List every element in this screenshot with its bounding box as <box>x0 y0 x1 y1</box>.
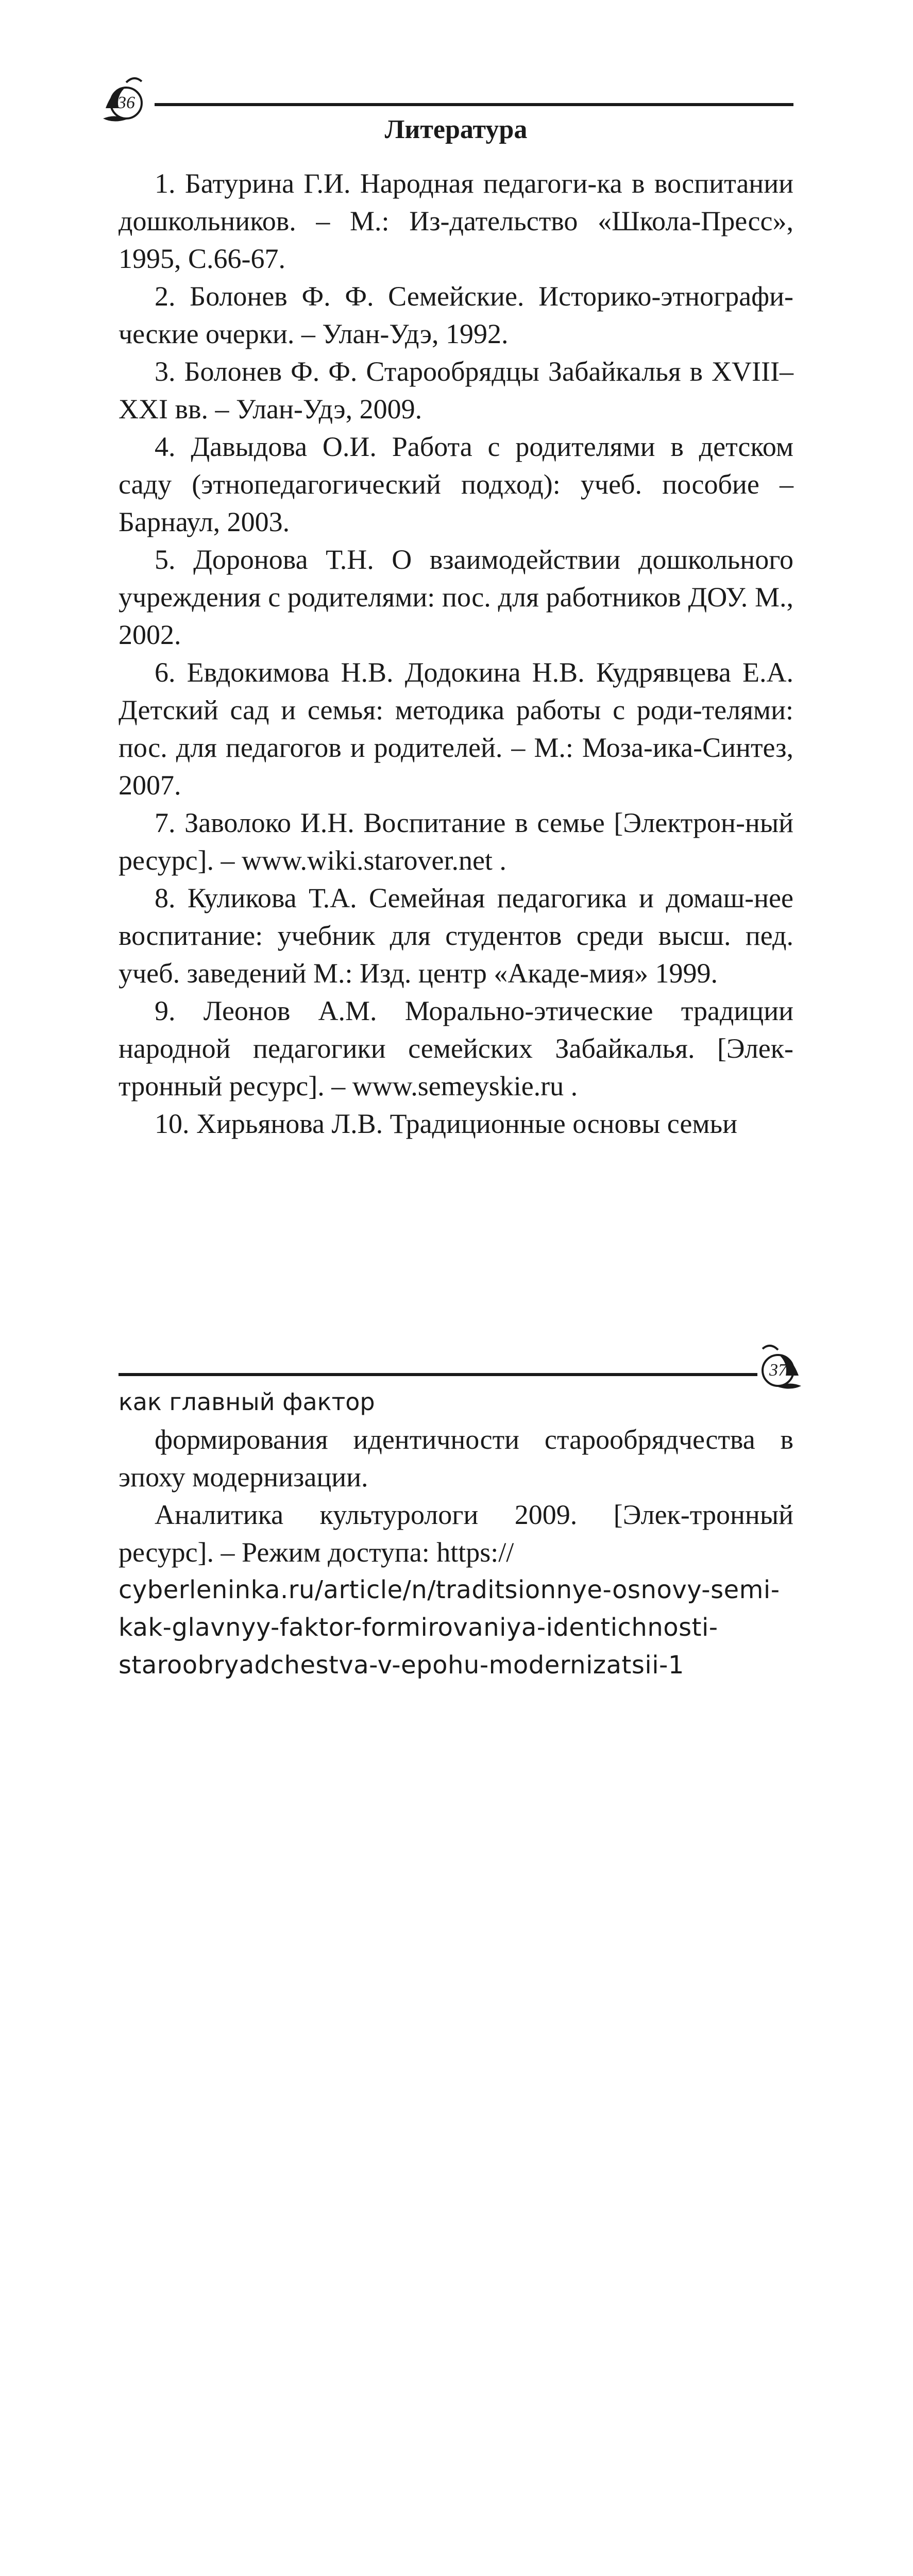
reference-item: 8. Куликова Т.А. Семейная педагогика и домаш-нее воспитание: учебник для студентов среди высш. пед. учеб. заведений М.: Изд. центр «Акаде-мия» 1999. <box>119 883 793 989</box>
reference-line: формирования идентичности старообрядчества в эпоху модернизации. <box>119 1424 793 1493</box>
reference-item: 5. Доронова Т.Н. О взаимодействии дошкольного учреждения с родителями: пос. для работников ДОУ. М., 2002. <box>119 544 793 650</box>
reference-item: 2. Болонев Ф. Ф. Семейские. Историко-этнографи-ческие очерки. – Улан-Удэ, 1992. <box>119 281 793 349</box>
reference-item: 6. Евдокимова Н.В. Додокина Н.В. Кудрявцева Е.А. Детский сад и семья: методика работы с роди-телями: пос. для педагогов и родителей. – М.: Моза-ика-Синтез, 2007. <box>119 657 793 801</box>
page-number: 36 <box>117 93 135 112</box>
reference-list <box>119 165 793 1143</box>
continuation-line: как главный фактор <box>119 1388 375 1416</box>
reference-url-line: kak-glavnyy-faktor-formirovaniya-identichnosti- <box>119 1613 718 1642</box>
reference-item: 9. Леонов А.М. Морально-этические традиции народной педагогики семейских Забайкалья. [Элек-тронный ресурс]. – www.semeyskie.ru . <box>119 995 793 1101</box>
reference-line: Аналитика культурологи 2009. [Элек-тронный ресурс]. – Режим доступа: https:// <box>119 1499 793 1568</box>
reference-url-line: cyberleninka.ru/article/n/traditsionnye-osnovy-semi- <box>119 1575 780 1604</box>
header-rule <box>119 1373 757 1376</box>
page-title: Литература <box>384 115 528 144</box>
reference-item: 1. Батурина Г.И. Народная педагоги-ка в воспитании дошкольников. – М.: Из-дательство «Школа-Пресс», 1995, С.66-67. <box>119 168 793 274</box>
reference-item: 3. Болонев Ф. Ф. Старообрядцы Забайкалья в XVIII–XXI вв. – Улан-Удэ, 2009. <box>119 356 793 425</box>
continuation-text <box>119 1383 793 1684</box>
reference-item: 7. Заволоко И.Н. Воспитание в семье [Электрон-ный ресурс]. – www.wiki.starover.net . <box>119 807 793 876</box>
reference-item: 4. Давыдова О.И. Работа с родителями в детском саду (этнопедагогический подход): учеб. пособие – Барнаул, 2003. <box>119 431 793 537</box>
reference-item: 10. Хирьянова Л.В. Традиционные основы семьи <box>155 1108 738 1139</box>
reference-url-line: staroobryadchestva-v-epohu-modernizatsii-1 <box>119 1651 684 1680</box>
header-rule <box>155 103 793 106</box>
page-number: 37 <box>769 1361 787 1380</box>
